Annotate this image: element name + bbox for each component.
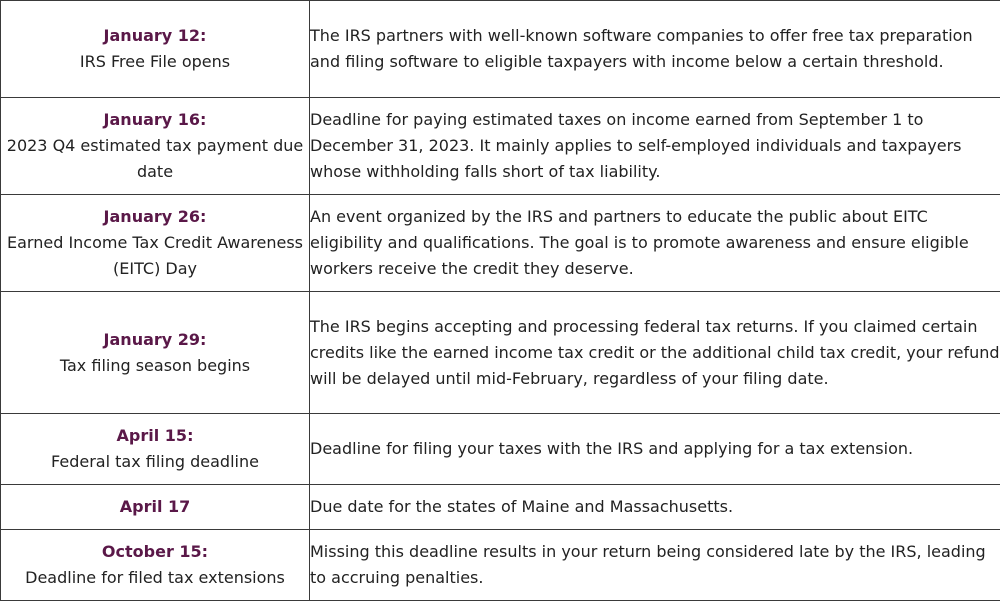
deadline-event: Earned Income Tax Credit Awareness (EITC) Day [1,230,309,282]
table-row [1,530,1000,601]
date-cell [1,292,310,414]
deadline-date: January 26: [1,204,309,230]
table-row [1,98,1000,195]
deadline-date: April 17 [1,494,309,520]
description-cell: Missing this deadline results in your return being considered late by the IRS, leading to accruing penalties. [310,530,1000,601]
date-cell [1,414,310,485]
deadline-date: January 29: [1,327,309,353]
description-cell: An event organized by the IRS and partners to educate the public about EITC eligibility and qualifications. The goal is to promote awareness and ensure eligible workers receive the credit they deserve. [310,195,1000,292]
deadline-event: Tax filing season begins [1,353,309,379]
date-cell [1,1,310,98]
description-cell: Due date for the states of Maine and Massachusetts. [310,485,1000,530]
description-cell: The IRS partners with well-known software companies to offer free tax preparation and filing software to eligible taxpayers with income below a certain threshold. [310,1,1000,98]
table-row [1,292,1000,414]
deadline-date: January 16: [1,107,309,133]
table-row [1,1,1000,98]
table-row [1,195,1000,292]
table-row [1,485,1000,530]
deadline-date: April 15: [1,423,309,449]
deadline-date: October 15: [1,539,309,565]
deadline-event: IRS Free File opens [1,49,309,75]
deadline-event: Deadline for filed tax extensions [1,565,309,591]
date-cell [1,98,310,195]
date-cell [1,530,310,601]
deadline-event: Federal tax filing deadline [1,449,309,475]
description-cell: Deadline for paying estimated taxes on income earned from September 1 to December 31, 2023. It mainly applies to self-employed individuals and taxpayers whose withholding falls short of tax liability. [310,98,1000,195]
description-cell: The IRS begins accepting and processing federal tax returns. If you claimed certain credits like the earned income tax credit or the additional child tax credit, your refund will be delayed until mid-February, regardless of your filing date. [310,292,1000,414]
deadline-event: 2023 Q4 estimated tax payment due date [1,133,309,185]
date-cell [1,485,310,530]
date-cell [1,195,310,292]
table-row [1,414,1000,485]
description-cell: Deadline for filing your taxes with the IRS and applying for a tax extension. [310,414,1000,485]
deadline-date: January 12: [1,23,309,49]
